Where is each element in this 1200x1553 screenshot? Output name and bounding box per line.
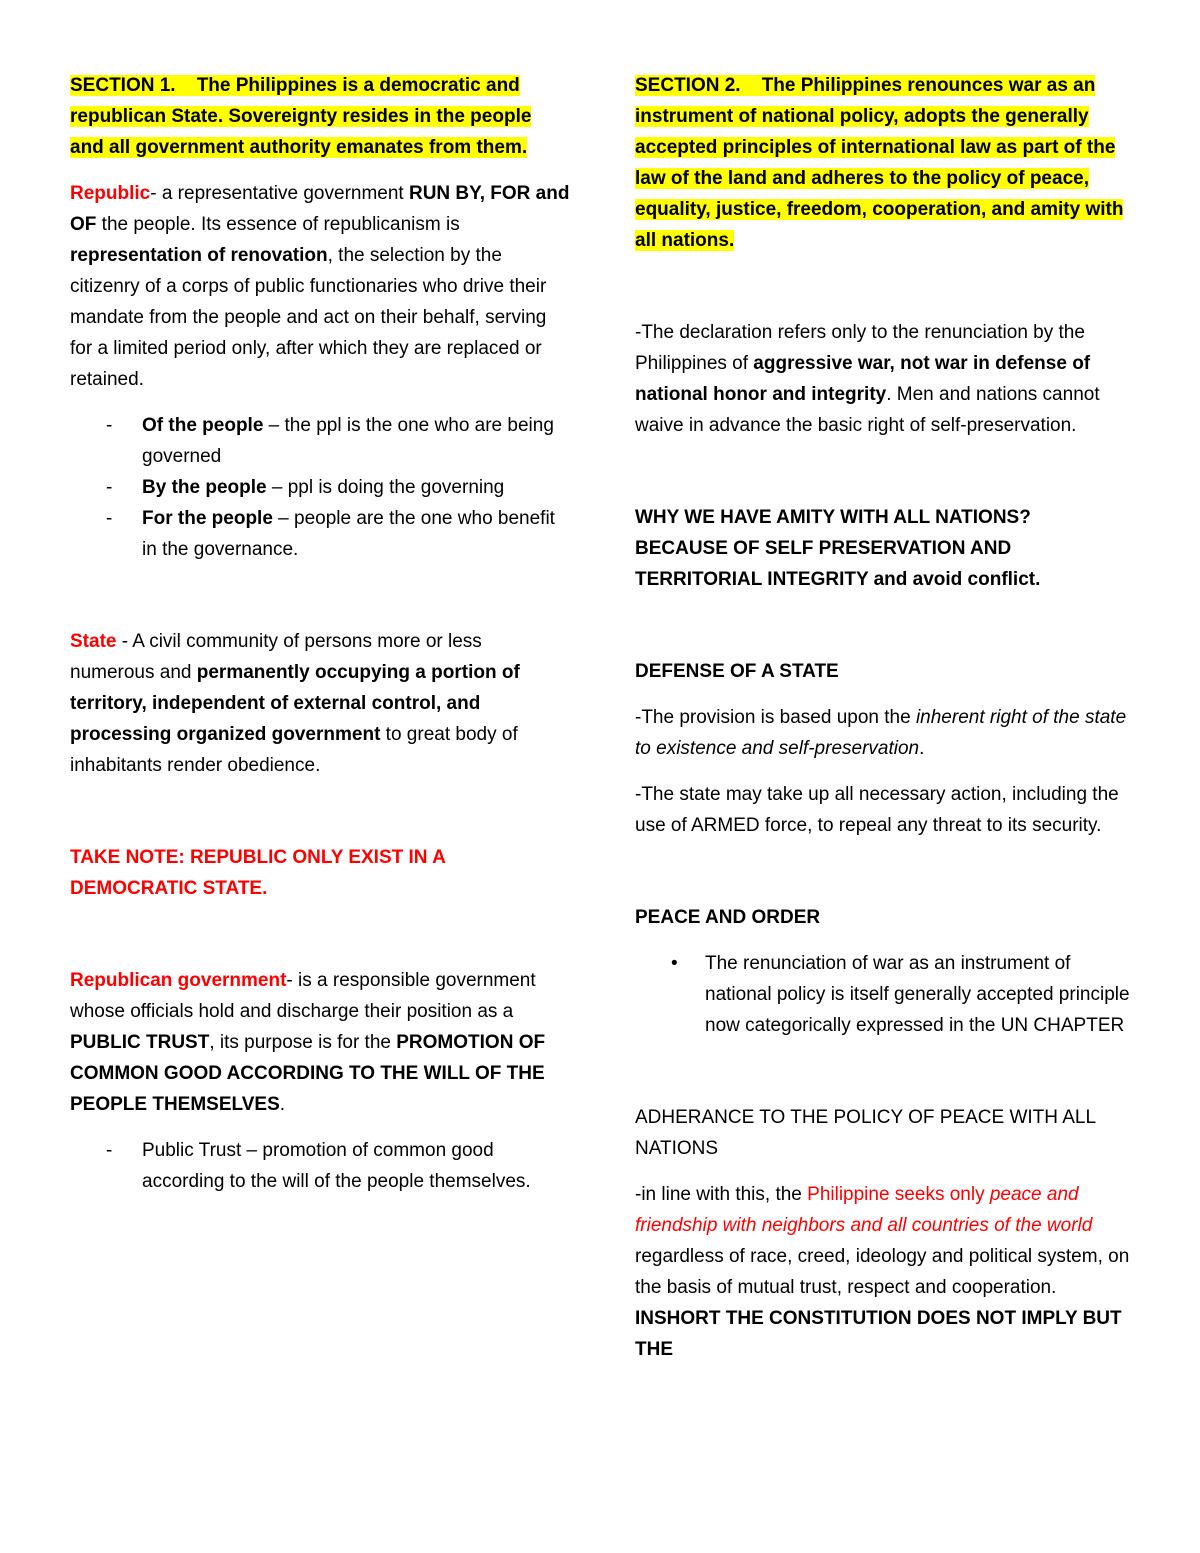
list-item <box>70 472 570 503</box>
adherance-text-1: -in line with this, the <box>635 1184 808 1205</box>
defense-paragraph-2: -The state may take up all necessary action, including the use of ARMED force, to repeal any threat to its security. <box>635 784 1119 836</box>
left-column <box>70 70 570 1212</box>
list-item-term: For the people <box>142 508 273 529</box>
defense-text-1: -The provision is based upon the <box>635 707 916 728</box>
republican-gov-bold-2: PROMOTION OF COMMON GOOD ACCORDING TO THE WILL OF THE PEOPLE THEMSELVES <box>70 1032 546 1115</box>
why-amity-question: WHY WE HAVE AMITY WITH ALL NATIONS? <box>635 507 1031 528</box>
spacer <box>635 856 1135 902</box>
list-item <box>70 410 570 472</box>
public-trust-list <box>70 1135 570 1197</box>
republican-gov-term: Republican government <box>70 970 287 991</box>
republican-gov-text-3: . <box>279 1094 286 1115</box>
right-column <box>635 70 1135 1380</box>
state-definition <box>70 626 570 781</box>
republic-bold-2: representation of renovation <box>70 245 328 266</box>
section-1 <box>70 70 570 163</box>
defense-heading <box>635 656 1135 687</box>
section-1-text: The Philippines is a democratic and republican State. Sovereignty resides in the people and all government authority emanates from them. <box>70 75 532 158</box>
adherance-paragraph <box>635 1179 1135 1365</box>
defense-paragraph-1 <box>635 702 1135 764</box>
republic-text-1: - a representative government <box>150 183 409 204</box>
adherance-text-2: regardless of race, creed, ideology and political system, on the basis of mutual trust, respect and cooperation. <box>635 1246 1130 1298</box>
section-2 <box>635 70 1135 256</box>
spacer <box>635 456 1135 502</box>
republican-gov-text-2: , its purpose is for the <box>209 1032 397 1053</box>
spacer <box>70 919 570 965</box>
section-2-label: SECTION 2. <box>635 75 741 96</box>
peace-order-heading <box>635 902 1135 933</box>
republican-gov-bold-1: PUBLIC TRUST <box>70 1032 210 1053</box>
list-item-term: Of the people <box>142 415 264 436</box>
declaration-bold-1: aggressive war, not war in defense of national honor and integrity <box>635 353 1091 405</box>
republican-gov-text-1: - is a responsible government whose officials hold and discharge their position as a <box>70 970 536 1022</box>
declaration-paragraph <box>635 317 1135 441</box>
list-item-desc: – ppl is doing the governing <box>266 477 505 498</box>
list-item-desc: – the ppl is the one who are being governed <box>142 415 554 467</box>
state-text-1: - A civil community of persons more or less numerous and <box>70 631 482 683</box>
state-bold-1: permanently occupying a portion of territory, independent of external control, and processing organized government <box>70 662 520 745</box>
list-item-term: By the people <box>142 477 267 498</box>
state-term: State <box>70 631 117 652</box>
adherance-heading: ADHERANCE TO THE POLICY OF PEACE WITH ALL NATIONS <box>635 1107 1096 1159</box>
why-amity <box>635 502 1135 595</box>
spacer <box>635 271 1135 317</box>
declaration-text-1: -The declaration refers only to the renunciation by the Philippines of <box>635 322 1085 374</box>
republic-text-2: the people. Its essence of republicanism is <box>96 214 460 235</box>
list-item <box>70 503 570 565</box>
list-item: • The renunciation of war as an instrument of national policy is itself generally accepted principle now categorically expressed in the UN CHAPTER <box>635 948 1135 1041</box>
spacer <box>635 610 1135 656</box>
why-amity-answer: BECAUSE OF SELF PRESERVATION AND TERRITORIAL INTEGRITY and avoid conflict. <box>635 538 1041 590</box>
people-list <box>70 410 570 565</box>
state-text-2: to great body of inhabitants render obedience. <box>70 724 518 776</box>
declaration-text-2: . Men and nations cannot waive in advance the basic right of self-preservation. <box>635 384 1100 436</box>
spacer <box>70 796 570 842</box>
adherance-red-italic-1: peace and friendship with neighbors and all countries of the world <box>635 1184 1093 1236</box>
republic-text-3: , the selection by the citizenry of a corps of public functionaries who drive their mandate from the people and act on their behalf, serving for a limited period only, after which they are replaced or retained. <box>70 245 547 390</box>
spacer <box>635 1056 1135 1102</box>
adherance-red-1: Philippine seeks only <box>807 1184 990 1205</box>
republic-definition <box>70 178 570 395</box>
peace-order-list <box>635 948 1135 1041</box>
take-note-text: TAKE NOTE: REPUBLIC ONLY EXIST IN A DEMOCRATIC STATE. <box>70 847 446 899</box>
section-2-text: The Philippines renounces war as an instrument of national policy, adopts the generally accepted principles of international law as part of the law of the land and adheres to the policy of peace, equality, justice, freedom, cooperation, and amity with all nations. <box>635 75 1124 251</box>
republican-government-definition <box>70 965 570 1120</box>
defense-italic-1: inherent right of the state to existence and self-preservation <box>635 707 1127 759</box>
adherance-bold-1: INSHORT THE CONSTITUTION DOES NOT IMPLY BUT THE <box>635 1308 1122 1360</box>
defense-heading-text: DEFENSE OF A STATE <box>635 661 839 682</box>
take-note <box>70 842 570 904</box>
section-1-label: SECTION 1. <box>70 75 176 96</box>
republic-bold-1: RUN BY, FOR and OF <box>70 183 570 235</box>
list-item: - Public Trust – promotion of common good according to the will of the people themselves. <box>70 1135 570 1197</box>
defense-text-2: . <box>919 738 925 759</box>
spacer <box>70 580 570 626</box>
republic-term: Republic <box>70 183 151 204</box>
peace-order-heading-text: PEACE AND ORDER <box>635 907 821 928</box>
list-item-desc: – people are the one who benefit in the governance. <box>142 508 555 560</box>
